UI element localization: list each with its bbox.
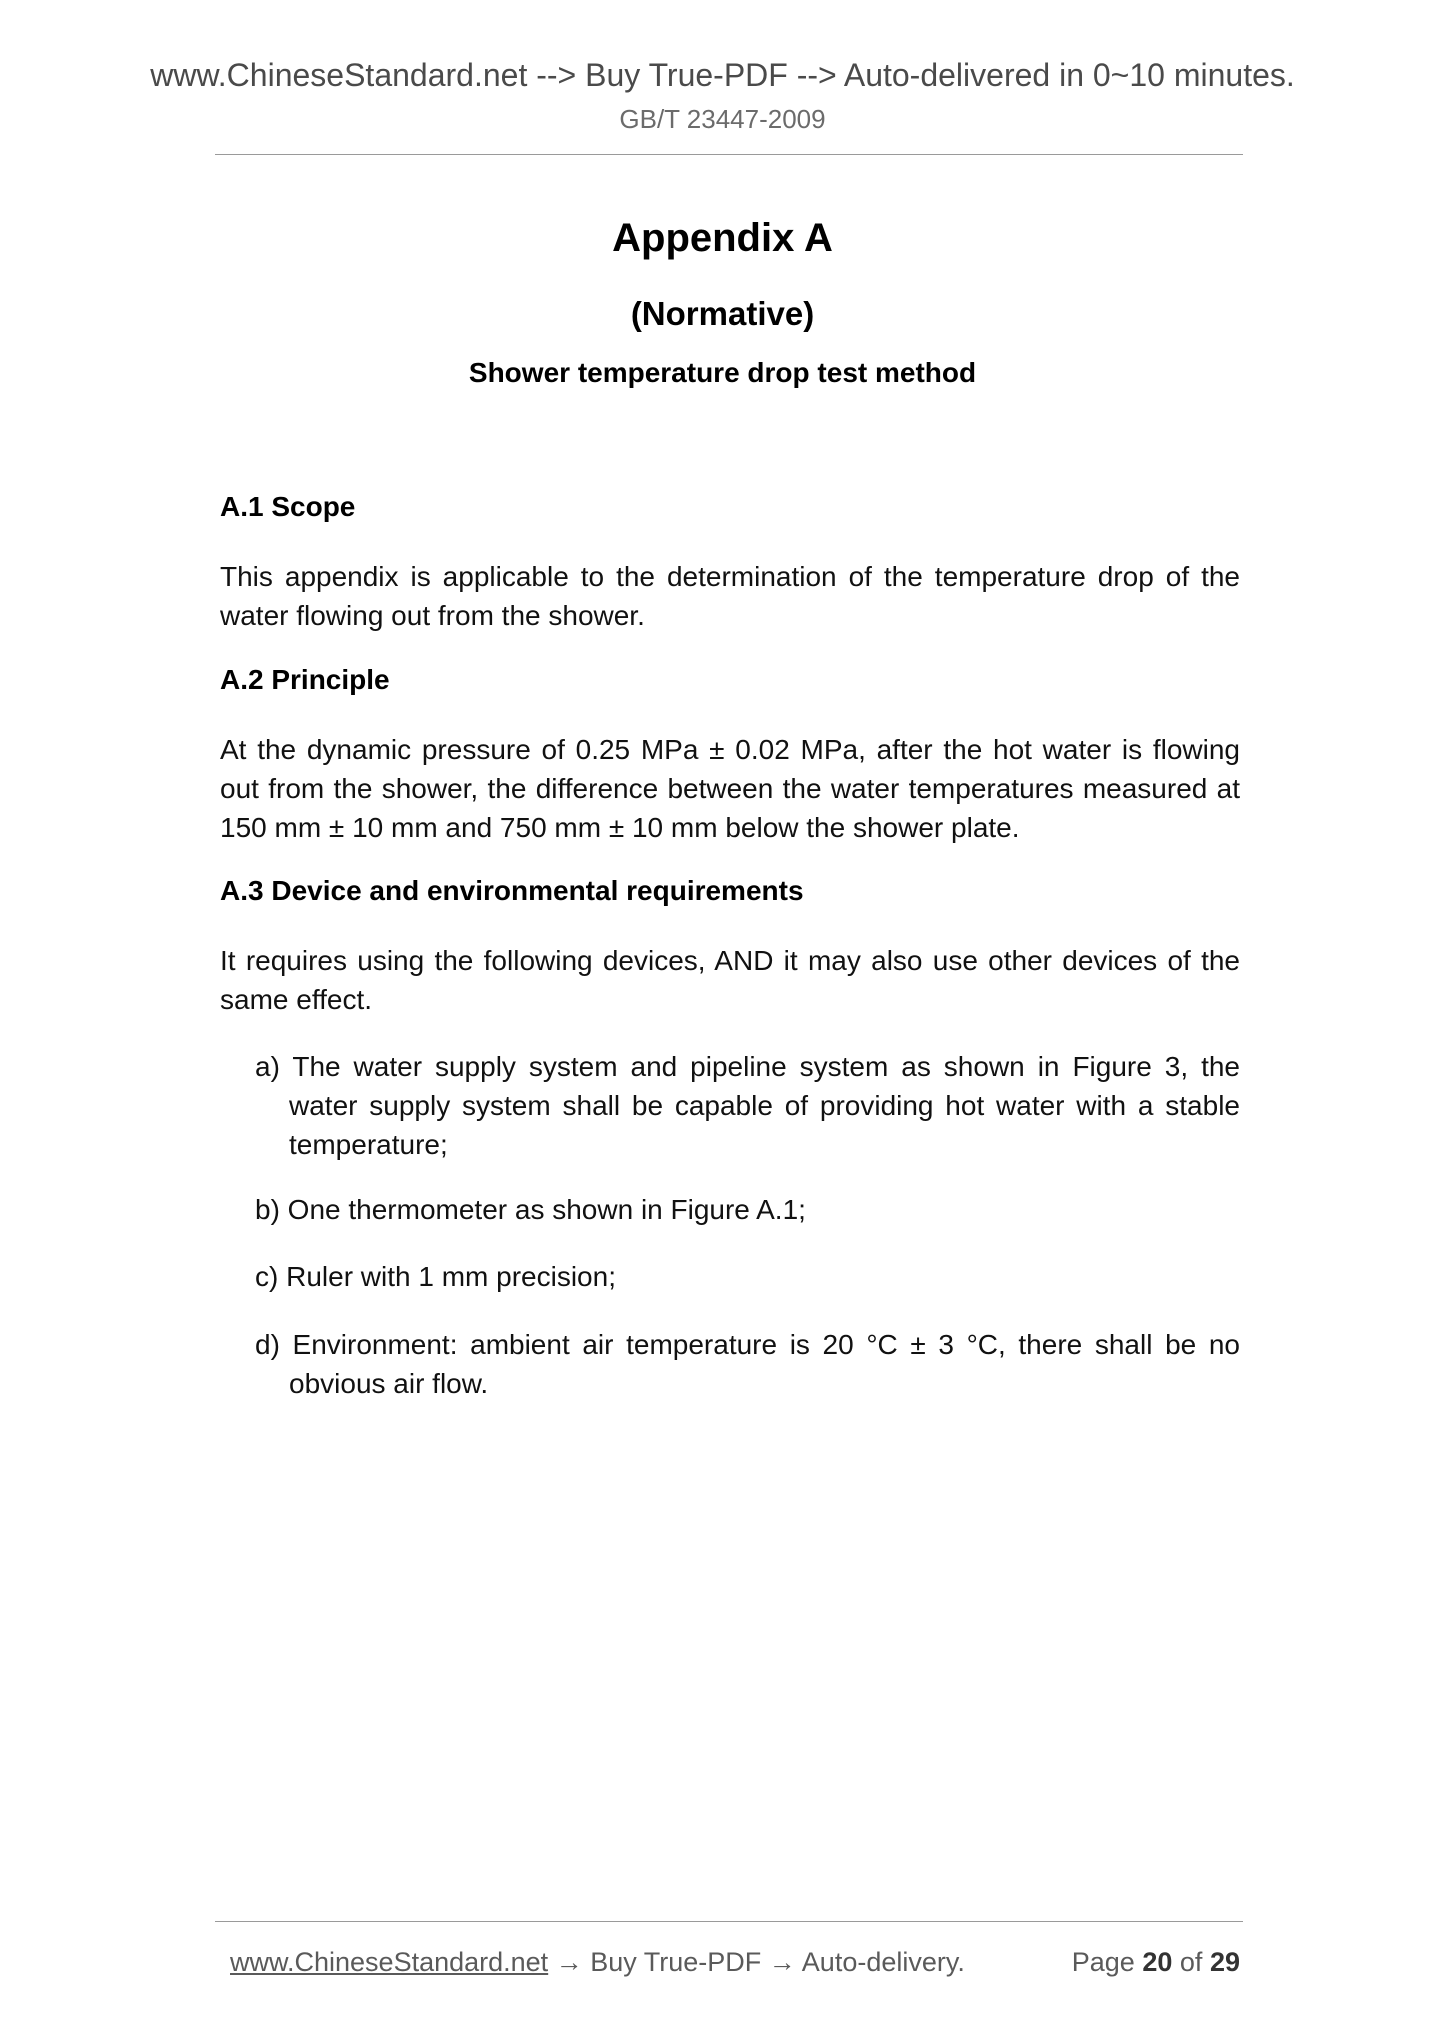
section-a3-text: It requires using the following devices, AND it may also use other devices of the same effect. — [220, 945, 1240, 1015]
page-label: Page — [1071, 1947, 1135, 1977]
section-a2-heading: A.2 Principle — [220, 664, 390, 695]
page-current: 20 — [1142, 1947, 1173, 1977]
arrow-right-icon: → — [555, 1947, 583, 1977]
normative-label: (Normative) — [630, 295, 815, 332]
page-of: of — [1179, 1947, 1203, 1977]
footer-delivery-text: Auto-delivery. — [801, 1947, 965, 1977]
appendix-subtitle: Shower temperature drop test method — [468, 357, 977, 388]
section-a2-text: At the dynamic pressure of 0.25 MPa ± 0.02 MPa, after the hot water is flowing out from the shower, the difference between the water temperatures measured at 150 mm ± 10 mm and 750 mm ± 10 mm below the shower plate. — [220, 734, 1240, 843]
header-banner[interactable]: www.ChineseStandard.net --> Buy True-PDF --> Auto-delivered in 0~10 minutes. — [150, 57, 1295, 93]
section-a1-heading: A.1 Scope — [220, 491, 356, 522]
list-item: c) Ruler with 1 mm precision; — [255, 1261, 616, 1292]
list-item: a) The water supply system and pipeline system as shown in Figure 3, the water supply system shall be capable of providing hot water with a stable temperature; — [255, 1051, 1240, 1160]
section-a1-text: This appendix is applicable to the determination of the temperature drop of the water flowing out from the shower. — [220, 561, 1240, 631]
arrow-right-icon: → — [768, 1947, 796, 1977]
header-divider — [215, 154, 1243, 155]
footer-links — [230, 1947, 965, 1978]
standard-code: GB/T 23447-2009 — [619, 104, 826, 134]
page-total: 29 — [1209, 1947, 1240, 1977]
page-number — [1072, 1947, 1240, 1978]
appendix-title: Appendix A — [612, 216, 833, 260]
footer-divider — [215, 1921, 1243, 1922]
footer-site-link[interactable]: www.ChineseStandard.net — [230, 1947, 549, 1977]
section-a3-heading: A.3 Device and environmental requirements — [220, 875, 804, 906]
footer-buy-text: Buy True-PDF — [590, 1947, 762, 1977]
list-item: b) One thermometer as shown in Figure A.1; — [255, 1194, 806, 1225]
list-item: d) Environment: ambient air temperature is 20 °C ± 3 °C, there shall be no obvious air flow. — [255, 1329, 1240, 1399]
